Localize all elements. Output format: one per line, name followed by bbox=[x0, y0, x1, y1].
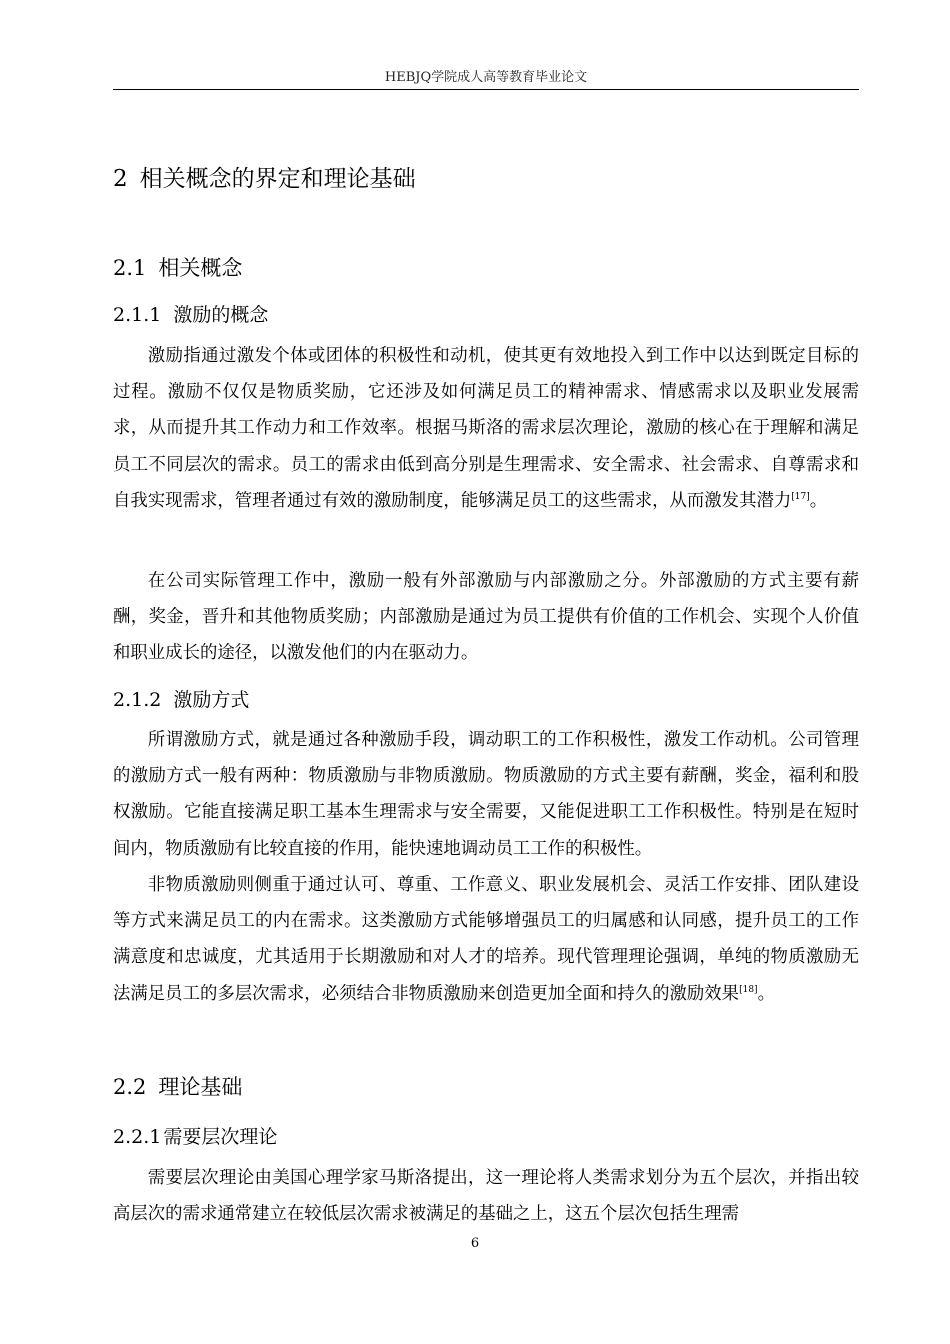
subsection-heading-2-1-1 bbox=[113, 300, 268, 327]
section-title: 相关概念 bbox=[158, 256, 243, 280]
subsection-title: 激励方式 bbox=[173, 689, 250, 711]
section-number: 2.1 bbox=[113, 256, 147, 280]
section-heading-2-1 bbox=[113, 252, 242, 282]
section-title: 理论基础 bbox=[158, 1075, 243, 1099]
paragraph: 所谓激励方式，就是通过各种激励手段，调动职工的工作积极性，激发工作动机。公司管理的激励方式一般有两种：物质激励与非物质激励。物质激励的方式主要有薪酬，奖金，福利和股权激励。它能直接满足职工基本生理需求与安全需要，又能促进职工工作积极性。特别是在短时间内，物质激励有比较直接的作用，能快速地调动员工工作的积极性。 bbox=[113, 730, 859, 859]
citation: [17] bbox=[791, 491, 810, 502]
running-header: HEBJQ学院成人高等教育毕业论文 bbox=[384, 70, 588, 85]
paragraph-text: 激励指通过激发个体或团体的积极性和动机，使其更有效地投入到工作中以达到既定目标的过程。激励不仅仅是物质奖励，它还涉及如何满足员工的精神需求、情感需求以及职业发展需求，从而提升其工作动力和工作效率。根据马斯洛的需求层次理论，激励的核心在于理解和满足员工不同层次的需求。员工的需求由低到高分别是生理需求、安全需求、社会需求、自尊需求和自我实现需求，管理者通过有效的激励制度，能够满足员工的这些需求，从而激发其潜力 bbox=[113, 346, 859, 511]
subsection-heading-2-1-2 bbox=[113, 685, 249, 712]
subsection-title: 需要层次理论 bbox=[163, 1126, 278, 1148]
paragraph-end: 。 bbox=[809, 490, 828, 511]
subsection-number: 2.2.1 bbox=[113, 1126, 162, 1148]
section-heading-2-2 bbox=[113, 1071, 242, 1101]
chapter-title: 相关概念的界定和理论基础 bbox=[139, 166, 416, 192]
paragraph bbox=[113, 867, 859, 1012]
subsection-title: 激励的概念 bbox=[173, 304, 269, 326]
header-rule bbox=[113, 89, 859, 90]
paragraph bbox=[113, 338, 859, 519]
paragraph-text: 非物质激励则侧重于通过认可、尊重、工作意义、职业发展机会、灵活工作安排、团队建设等方式来满足员工的内在需求。这类激励方式能够增强员工的归属感和认同感，提升员工的工作满意度和忠诚度，尤其适用于长期激励和对人才的培养。现代管理理论强调，单纯的物质激励无法满足员工的多层次需求，必须结合非物质激励来创造更加全面和持久的激励效果 bbox=[113, 875, 859, 1004]
page-number: 6 bbox=[470, 1236, 480, 1251]
subsection-heading-2-2-1 bbox=[113, 1122, 277, 1149]
citation: [18] bbox=[739, 984, 758, 995]
paragraph-end: 。 bbox=[757, 983, 775, 1004]
subsection-number: 2.1.1 bbox=[113, 304, 162, 326]
chapter-heading bbox=[113, 160, 416, 193]
section-number: 2.2 bbox=[113, 1075, 147, 1099]
subsection-number: 2.1.2 bbox=[113, 689, 162, 711]
paragraph: 在公司实际管理工作中，激励一般有外部激励与内部激励之分。外部激励的方式主要有薪酬，奖金，晋升和其他物质奖励；内部激励是通过为员工提供有价值的工作机会、实现个人价值和职业成长的途径，以激发他们的内在驱动力。 bbox=[113, 571, 859, 664]
paragraph: 需要层次理论由美国心理学家马斯洛提出，这一理论将人类需求划分为五个层次，并指出较高层次的需求通常建立在较低层次需求被满足的基础之上，这五个层次包括生理需 bbox=[113, 1168, 859, 1225]
chapter-number: 2 bbox=[113, 166, 128, 192]
